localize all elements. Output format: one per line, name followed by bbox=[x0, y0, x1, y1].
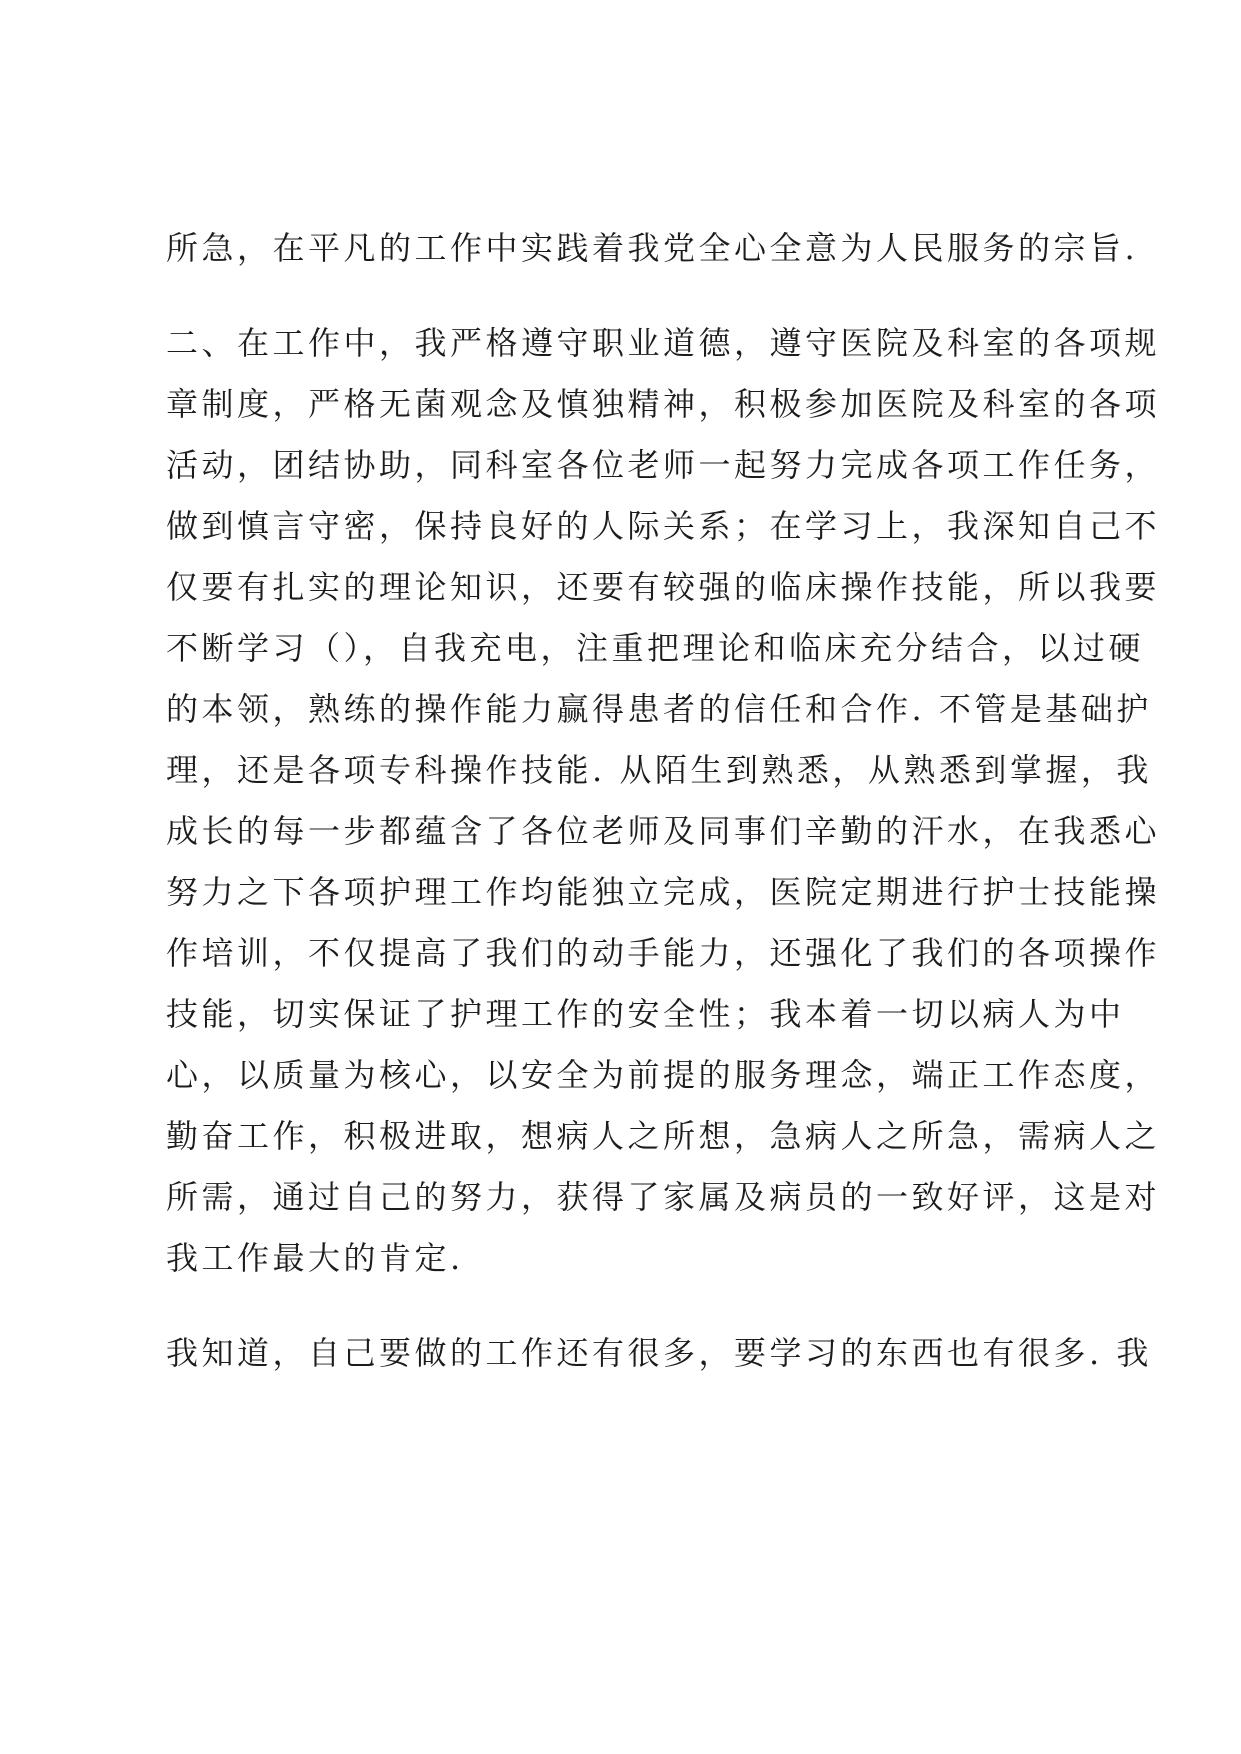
paragraph-2-line-10: 努力之下各项护理工作均能独立完成，医院定期进行护士技能操 bbox=[166, 873, 1161, 911]
paragraph-2-line-8: 理，还是各项专科操作技能. 从陌生到熟悉，从熟悉到掌握，我 bbox=[166, 751, 1152, 789]
paragraph-3-line-1: 我知道，自己要做的工作还有很多，要学习的东西也有很多. 我 bbox=[166, 1334, 1152, 1372]
paragraph-2-line-9: 成长的每一步都蕴含了各位老师及同事们辛勤的汗水，在我悉心 bbox=[166, 812, 1161, 850]
paragraph-2-line-7: 的本领，熟练的操作能力赢得患者的信任和合作. 不管是基础护 bbox=[166, 690, 1152, 728]
paragraph-1-line-1: 所急，在平凡的工作中实践着我党全心全意为人民服务的宗旨. bbox=[166, 229, 1139, 267]
paragraph-2-line-13: 心，以质量为核心，以安全为前提的服务理念，端正工作态度， bbox=[166, 1056, 1161, 1094]
paragraph-2-line-15: 所需，通过自己的努力，获得了家属及病员的一致好评，这是对 bbox=[166, 1178, 1161, 1216]
paragraph-2-line-5: 仅要有扎实的理论知识，还要有较强的临床操作技能，所以我要 bbox=[166, 568, 1161, 606]
paragraph-2-line-1: 二、在工作中，我严格遵守职业道德，遵守医院及科室的各项规 bbox=[166, 324, 1161, 362]
paragraph-2-line-6: 不断学习（），自我充电，注重把理论和临床充分结合，以过硬 bbox=[166, 629, 1145, 667]
paragraph-2-line-14: 勤奋工作，积极进取，想病人之所想，急病人之所急，需病人之 bbox=[166, 1117, 1161, 1155]
paragraph-2-line-2: 章制度，严格无菌观念及慎独精神，积极参加医院及科室的各项 bbox=[166, 385, 1161, 423]
paragraph-2-line-3: 活动，团结协助，同科室各位老师一起努力完成各项工作任务， bbox=[166, 446, 1161, 484]
paragraph-2-line-11: 作培训，不仅提高了我们的动手能力，还强化了我们的各项操作 bbox=[166, 934, 1161, 972]
paragraph-2-line-16: 我工作最大的肯定. bbox=[166, 1239, 464, 1277]
paragraph-2-line-12: 技能，切实保证了护理工作的安全性；我本着一切以病人为中 bbox=[166, 995, 1125, 1033]
paragraph-2-line-4: 做到慎言守密，保持良好的人际关系；在学习上，我深知自己不 bbox=[166, 507, 1161, 545]
